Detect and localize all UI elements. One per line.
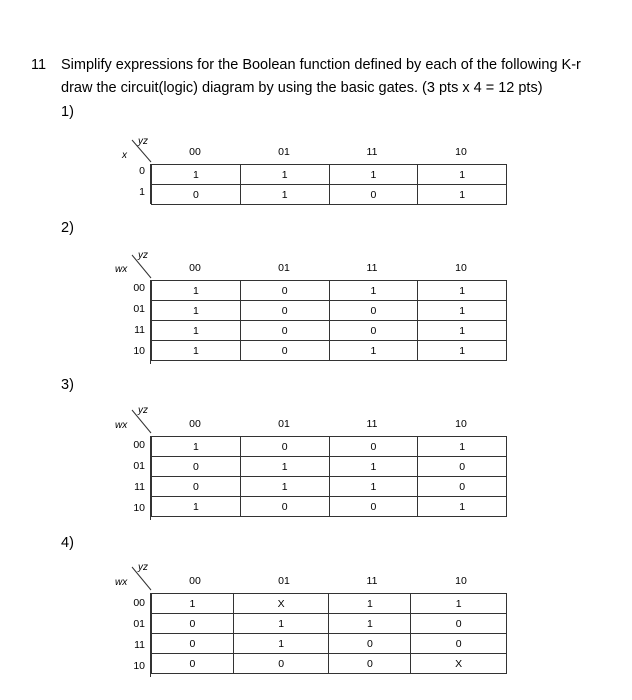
- question-text-line-2: draw the circuit(logic) diagram by using the basic gates. (3 pts x 4 = 12 pts): [61, 80, 543, 96]
- kmap-4-row-label: 01: [133, 618, 145, 630]
- kmap-3-row-label: 01: [133, 460, 145, 472]
- kmap-cell: 0: [152, 457, 241, 477]
- kmap-cell: 0: [152, 654, 234, 674]
- kmap-cell: 0: [152, 185, 241, 205]
- kmap-cell: 0: [152, 477, 241, 497]
- kmap-corner-diagonal: [110, 136, 155, 166]
- kmap-cell: 0: [329, 301, 418, 321]
- table-row: [152, 477, 507, 497]
- kmap-1-col-header: 01: [278, 146, 290, 158]
- kmap-cell: 0: [240, 301, 329, 321]
- kmap-2-row-label: 00: [133, 282, 145, 294]
- kmap-cell: 1: [329, 477, 418, 497]
- kmap-cell: 0: [329, 185, 418, 205]
- kmap-4-row-label: 00: [133, 597, 145, 609]
- kmap-4-row-label: 11: [134, 639, 145, 651]
- kmap-cell: 1: [411, 594, 507, 614]
- kmap-2-col-header: 01: [278, 262, 290, 274]
- kmap-2-col-header: 00: [189, 262, 201, 274]
- question-number: 11: [31, 57, 47, 73]
- kmap-3-col-header: 11: [366, 418, 378, 430]
- kmap-3-row-var: wx: [115, 420, 128, 431]
- kmap-3-col-header: 01: [278, 418, 290, 430]
- kmap-cell: 1: [418, 341, 507, 361]
- kmap-3-row-label: 10: [133, 502, 145, 514]
- kmap-2-row-label: 11: [134, 324, 145, 336]
- kmap-cell: 0: [240, 497, 329, 517]
- question-text-line-1: Simplify expressions for the Boolean function defined by each of the following K-r: [61, 57, 581, 73]
- kmap-cell: 0: [418, 477, 507, 497]
- kmap-3-grid: [151, 436, 507, 517]
- table-row: [152, 497, 507, 517]
- kmap-2-col-header: 10: [455, 262, 467, 274]
- kmap-cell: 1: [418, 165, 507, 185]
- kmap-cell: 1: [152, 321, 241, 341]
- kmap-1-col-header: 00: [189, 146, 201, 158]
- kmap-3-label: 3): [61, 377, 74, 393]
- kmap-cell: 0: [240, 281, 329, 301]
- table-row: [152, 341, 507, 361]
- table-row: [152, 301, 507, 321]
- kmap-cell: 1: [418, 281, 507, 301]
- kmap-cell: 1: [329, 165, 418, 185]
- kmap-cell: 0: [329, 437, 418, 457]
- table-row: [152, 281, 507, 301]
- kmap-3-col-header: 10: [455, 418, 467, 430]
- kmap-cell: 1: [233, 634, 329, 654]
- table-row: [152, 457, 507, 477]
- kmap-cell: 1: [329, 594, 411, 614]
- kmap-4-label: 4): [61, 535, 74, 551]
- kmap-2-col-header: 11: [366, 262, 378, 274]
- table-row: [152, 321, 507, 341]
- kmap-4-row-var: wx: [115, 577, 128, 588]
- kmap-2-col-var: yz: [138, 250, 148, 261]
- kmap-cell: 0: [240, 437, 329, 457]
- kmap-cell: 1: [240, 185, 329, 205]
- table-row: [152, 654, 507, 674]
- kmap-1-row-label: 1: [139, 186, 145, 198]
- kmap-cell: 1: [240, 457, 329, 477]
- kmap-4-col-header: 01: [278, 575, 290, 587]
- kmap-cell: 0: [329, 321, 418, 341]
- kmap-1-corner: [110, 136, 155, 166]
- table-row: [152, 594, 507, 614]
- kmap-cell: 0: [418, 457, 507, 477]
- kmap-cell: 1: [418, 185, 507, 205]
- kmap-cell: 1: [152, 341, 241, 361]
- kmap-2-row-label: 01: [133, 303, 145, 315]
- kmap-4-corner: [110, 562, 155, 592]
- kmap-cell: 1: [152, 437, 241, 457]
- kmap-4-grid: [151, 593, 507, 674]
- kmap-3-col-header: 00: [189, 418, 201, 430]
- table-row: [152, 437, 507, 457]
- kmap-1-col-header: 11: [366, 146, 378, 158]
- kmap-1-row-var: x: [122, 150, 127, 161]
- kmap-3-col-var: yz: [138, 405, 148, 416]
- kmap-1-label: 1): [61, 104, 74, 120]
- kmap-1-row-label: 0: [139, 165, 145, 177]
- kmap-1-grid: [151, 164, 507, 205]
- kmap-cell: 1: [329, 341, 418, 361]
- kmap-cell: 1: [152, 165, 241, 185]
- kmap-1-col-header: 10: [455, 146, 467, 158]
- kmap-cell: 0: [152, 614, 234, 634]
- kmap-cell: 0: [329, 634, 411, 654]
- kmap-2-grid: [151, 280, 507, 361]
- kmap-cell: 0: [411, 634, 507, 654]
- kmap-cell: 1: [233, 614, 329, 634]
- kmap-cell: 1: [152, 301, 241, 321]
- kmap-cell: X: [411, 654, 507, 674]
- kmap-3-row-label: 00: [133, 439, 145, 451]
- table-row: [152, 614, 507, 634]
- kmap-cell: 1: [152, 281, 241, 301]
- kmap-4-row-label: 10: [133, 660, 145, 672]
- kmap-3-corner: [110, 405, 155, 435]
- kmap-cell: 1: [240, 477, 329, 497]
- kmap-cell: 0: [411, 614, 507, 634]
- kmap-cell: 1: [240, 165, 329, 185]
- kmap-cell: 1: [329, 614, 411, 634]
- kmap-cell: 0: [152, 634, 234, 654]
- kmap-4-col-header: 00: [189, 575, 201, 587]
- kmap-cell: 1: [329, 281, 418, 301]
- kmap-cell: 0: [329, 654, 411, 674]
- kmap-cell: 0: [329, 497, 418, 517]
- kmap-cell: 1: [418, 301, 507, 321]
- kmap-cell: 1: [418, 497, 507, 517]
- kmap-cell: 1: [418, 437, 507, 457]
- kmap-cell: 1: [152, 594, 234, 614]
- kmap-cell: 1: [152, 497, 241, 517]
- table-row: [152, 185, 507, 205]
- kmap-cell: 1: [329, 457, 418, 477]
- kmap-cell: 0: [240, 341, 329, 361]
- kmap-cell: 1: [418, 321, 507, 341]
- kmap-2-label: 2): [61, 220, 74, 236]
- kmap-cell: X: [233, 594, 329, 614]
- kmap-cell: 0: [233, 654, 329, 674]
- kmap-1-col-var: yz: [138, 136, 148, 147]
- table-row: [152, 165, 507, 185]
- kmap-2-row-var: wx: [115, 264, 128, 275]
- kmap-4-col-header: 11: [366, 575, 378, 587]
- kmap-3-row-label: 11: [134, 481, 145, 493]
- table-row: [152, 634, 507, 654]
- kmap-4-col-header: 10: [455, 575, 467, 587]
- kmap-2-corner: [110, 250, 155, 280]
- kmap-4-col-var: yz: [138, 562, 148, 573]
- kmap-cell: 0: [240, 321, 329, 341]
- kmap-2-row-label: 10: [133, 345, 145, 357]
